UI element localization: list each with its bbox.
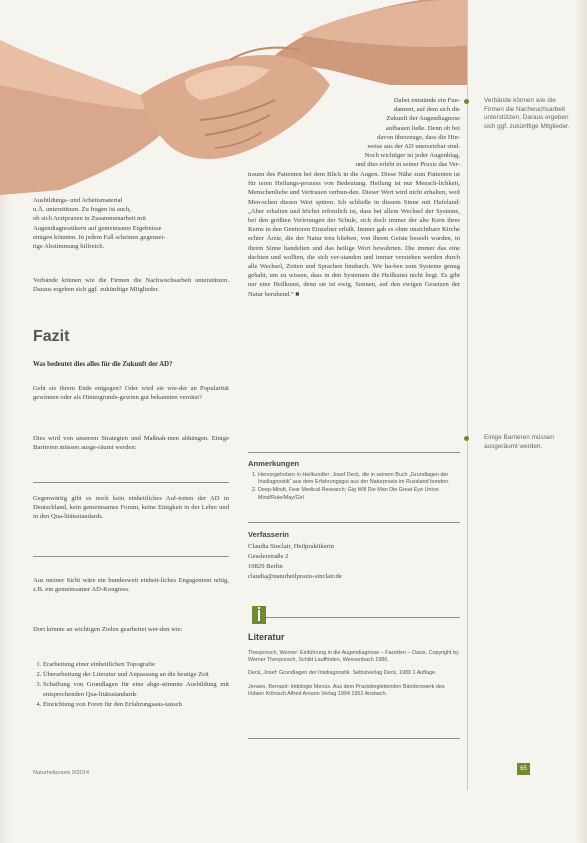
text-line: Ausbildungs- und Arbeitsmaterial: [33, 197, 123, 204]
author-city: 10829 Berlin: [248, 563, 283, 570]
right-top-text: [248, 96, 460, 170]
bullet-dot-icon: [464, 436, 469, 441]
text-line: dament, auf dem sich die: [393, 106, 460, 114]
literatur-heading: Literatur: [248, 632, 285, 642]
text-line: Dabei entstände ein Fun-: [393, 97, 460, 104]
list-item: 1. Erarbeitung einer einheitlichen Topografie: [43, 660, 229, 669]
author-name: Claudia Sinclair, Heilpraktikerin: [248, 543, 334, 550]
fazit-paragraph-5: Dort könnte an wichtigen Zielen gearbeitet wer-den wie:: [33, 626, 183, 633]
divider: [248, 452, 460, 453]
fazit-paragraph-1: Geht sie ihrem Ende entgegen? Oder wird sie wie-der an Popularität gewinnen oder als Hintergrunds-gewinn gut bekannten verrätst?: [33, 385, 229, 402]
sidebar-rule: [467, 0, 468, 790]
verfasserin-section: [248, 530, 460, 582]
journal-footer: Naturheilpraxis 9/2014: [33, 770, 89, 776]
text-line: und dies erlebt in seiner Praxis das Ver-: [355, 161, 460, 169]
fazit-heading: Fazit: [33, 328, 70, 345]
text-line: davon überzeuge, dass die Hin-: [377, 133, 460, 141]
left-top-text: [33, 196, 229, 251]
list-item: 2. Überarbeitung der Literatur und Anpassung an die heutige Zeit: [43, 670, 229, 679]
list-item: 2. Deep-Mindt, Fear Medical Research; Gig Will Die Man Die Great Eye Union Mind/Rule/May/Girl: [258, 487, 460, 501]
verfasserin-heading: Verfasserin: [248, 530, 289, 539]
anmerkungen-section: [248, 459, 460, 503]
info-icon: [252, 606, 266, 624]
divider: [248, 738, 460, 739]
literature-entry: Jensen, Bernard: Iridologie Menüs. Aus dem Praxisbegleitenden Bänderswerk des Iridsen Kölnisch Alfred Amann Verlag 1994 1952 Ansbach.: [248, 683, 445, 697]
text-line: Augendiagnostikern auf gemeinsame Ergebnisse: [33, 224, 162, 232]
text-line: Noch wichtiger ist jeder Augenblag,: [364, 152, 460, 160]
text-line: aufbauen ließe. Denn ob bei: [385, 124, 460, 132]
fazit-paragraph-4: Aus meiner Sicht wäre ein bundesweit einheit-liches Engagement nötig, z.B. ein gemeinsamer AD-Kongress.: [33, 577, 229, 594]
author-street: Gesslerstraße 2: [248, 553, 289, 560]
anmerkungen-heading: Anmerkungen: [248, 459, 300, 468]
text-line: weise aus der AD unersetzbar sind.: [367, 143, 460, 151]
literatur-list: [248, 650, 460, 698]
literature-entry: Theopresch, Werner: Einführung in die Augendiagnose – Facetten – Dasis. Copyright by Werner Theopresch, Schild Lauffinden, Wessenbach 1986.: [248, 650, 459, 664]
sidebar-note-2: Einige Barrieren müssen ausgeräumt werden.: [484, 434, 554, 450]
divider: [33, 482, 229, 483]
page-number: 65: [517, 763, 530, 775]
divider: [248, 522, 460, 523]
author-email[interactable]: claudia@naturheilpraxis-sinclair.de: [248, 573, 342, 580]
text-line: einigen könnten. In jedem Fall scheinen gegensei-: [33, 233, 166, 241]
bullet-dot-icon: [464, 99, 469, 104]
fazit-paragraph-3: Gegenwärtig gibt es noch kein einheitliches Auf-treten der AD in Deutschland, kein gemeinsames Forum, keine Einigkeit in der Lehre und in den Qua-litätsstandards.: [33, 495, 229, 521]
fazit-paragraph-2: Dies wird von unserem Strategien und Maßnah-men abhängen. Einige Barrieren müssen ausge-räumt werden:: [33, 435, 229, 452]
text-line: tige Abstimmung hilfreich.: [33, 243, 105, 251]
literature-entry: Deck, Josef: Grundlagen der Irisdiagnostik. Selbstverlag Deck, 1980 1 Auflage.: [248, 670, 437, 677]
text-line: ob sich Arztpraxen in Zusammenarbeit mit: [33, 215, 146, 223]
fazit-question: Was bedeutet dies alles für die Zukunft der AD?: [33, 361, 173, 368]
right-body-text: trauen des Patienten bei dem Blick in die Augen. Diese Nähe zum Patienten ist für ieren Heilungs-prozess von Bedeutung. Heilung ist nur Mensch-lichkeit, Menschenliebe und Vertrauen verbun-den. Dieser Wert wird nicht erhalten, weil Men-schen diesen Wert spüren. Ich schließe in diesem Sinne mit Hufeland: „Aber erhalten und höchst erfreulich ist, dass bei allem Wechsel der Systeme, bei den größten Verirrungen der Schule, sich doch immer der alte Kern ihres Kerns in den Genitoren Einzelner erhält. Immer gab es ohne unsichtbare Kirche echter Ärzte, die der Natur treu blieben, von ihrem Geiste beseelt wurden, in ihrem Sinne handelten und das heilige Wort bewahrten. Die immer das eine dachten und wollten, die sich ver-standen und immer verstehen werden durch alle Wechsel, Zeiten und Sprachen hindurch. Wir ha-ben zum Systeme genug gehabt, um zu wissen, dass in den Systemen die Heilkunst nicht liegt. Es gibt nur eine Heilkunst, denn sie ist ewig, Sonnen, auf den ewigen Gesetzen der Natur beruhend.“ ■: [248, 171, 460, 298]
text-line: u.Ä. unterstützen. Zu fragen ist auch,: [33, 206, 131, 214]
list-item: 3. Schaffung von Grundlagen für eine abge-stimmte Ausbildung mit entsprechenden Qua-litätsstandards: [43, 680, 229, 698]
list-item: 4. Einrichtung von Foren für den Erfahrungsaus-tausch: [43, 700, 229, 709]
sidebar-note-1: Verbände können wie die Firmen die Nachwuchsarbeit unterstützen. Daraus ergeben sich ggf. zukünftige Mitglieder.: [484, 97, 570, 130]
list-item: 1. Hervorgehoben in Heilkundler: Josef Deck, die in seinem Buch „Grundlagen der Irisdiagnostik“ aus dem Erfahrungsgut aus der Naturpraxis im Russland bonden.: [258, 472, 460, 486]
divider: [266, 617, 460, 618]
divider: [33, 556, 229, 557]
text-line: Zukunft der Augendiagnose: [386, 115, 460, 123]
goals-list: [33, 660, 229, 710]
left-para-verbaende: Verbände können wie die Firmen die Nachwuchsarbeit unterstützen. Daraus ergeben sich ggf. zukünftige Mitglieder.: [33, 277, 229, 294]
